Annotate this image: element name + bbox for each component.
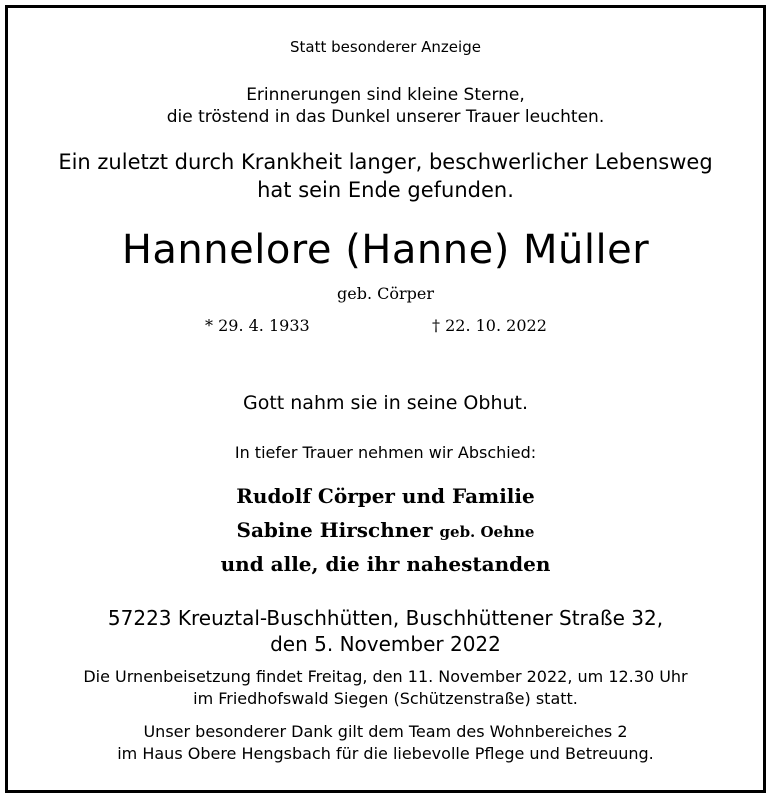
mourner-line-2-suffix: geb. Oehne xyxy=(439,523,535,541)
date-line: den 5. November 2022 xyxy=(270,632,501,656)
intro-line-2: hat sein Ende gefunden. xyxy=(257,178,514,202)
maiden-name: geb. Cörper xyxy=(336,284,434,303)
death-date: † 22. 10. 2022 xyxy=(432,316,547,335)
mourner-line-2 xyxy=(0,518,771,542)
mourner-line-2-name: Sabine Hirschner xyxy=(236,518,433,542)
deceased-name: Hannelore (Hanne) Müller xyxy=(121,227,650,273)
faith-line: Gott nahm sie in seine Obhut. xyxy=(242,392,529,414)
burial-line-2: im Friedhofswald Siegen (Schützenstraße) statt. xyxy=(193,689,578,708)
quote-line-2: die tröstend in das Dunkel unserer Trauer leuchten. xyxy=(166,107,605,127)
burial-line-1: Die Urnenbeisetzung findet Freitag, den 11. November 2022, um 12.30 Uhr xyxy=(83,667,688,686)
quote-line-1: Erinnerungen sind kleine Sterne, xyxy=(246,85,525,105)
address-line: 57223 Kreuztal-Buschhütten, Buschhüttener Straße 32, xyxy=(107,606,664,630)
birth-date: * 29. 4. 1933 xyxy=(205,316,310,335)
intro-line-1: Ein zuletzt durch Krankheit langer, beschwerlicher Lebensweg xyxy=(58,150,713,174)
thanks-line-1: Unser besonderer Dank gilt dem Team des Wohnbereiches 2 xyxy=(143,722,628,741)
mourners-intro: In tiefer Trauer nehmen wir Abschied: xyxy=(234,443,537,462)
notice-header: Statt besonderer Anzeige xyxy=(290,38,481,56)
mourner-line-3: und alle, die ihr nahestanden xyxy=(220,552,551,576)
mourner-line-1: Rudolf Cörper und Familie xyxy=(236,484,535,508)
thanks-line-2: im Haus Obere Hengsbach für die liebevolle Pflege und Betreuung. xyxy=(117,744,654,763)
